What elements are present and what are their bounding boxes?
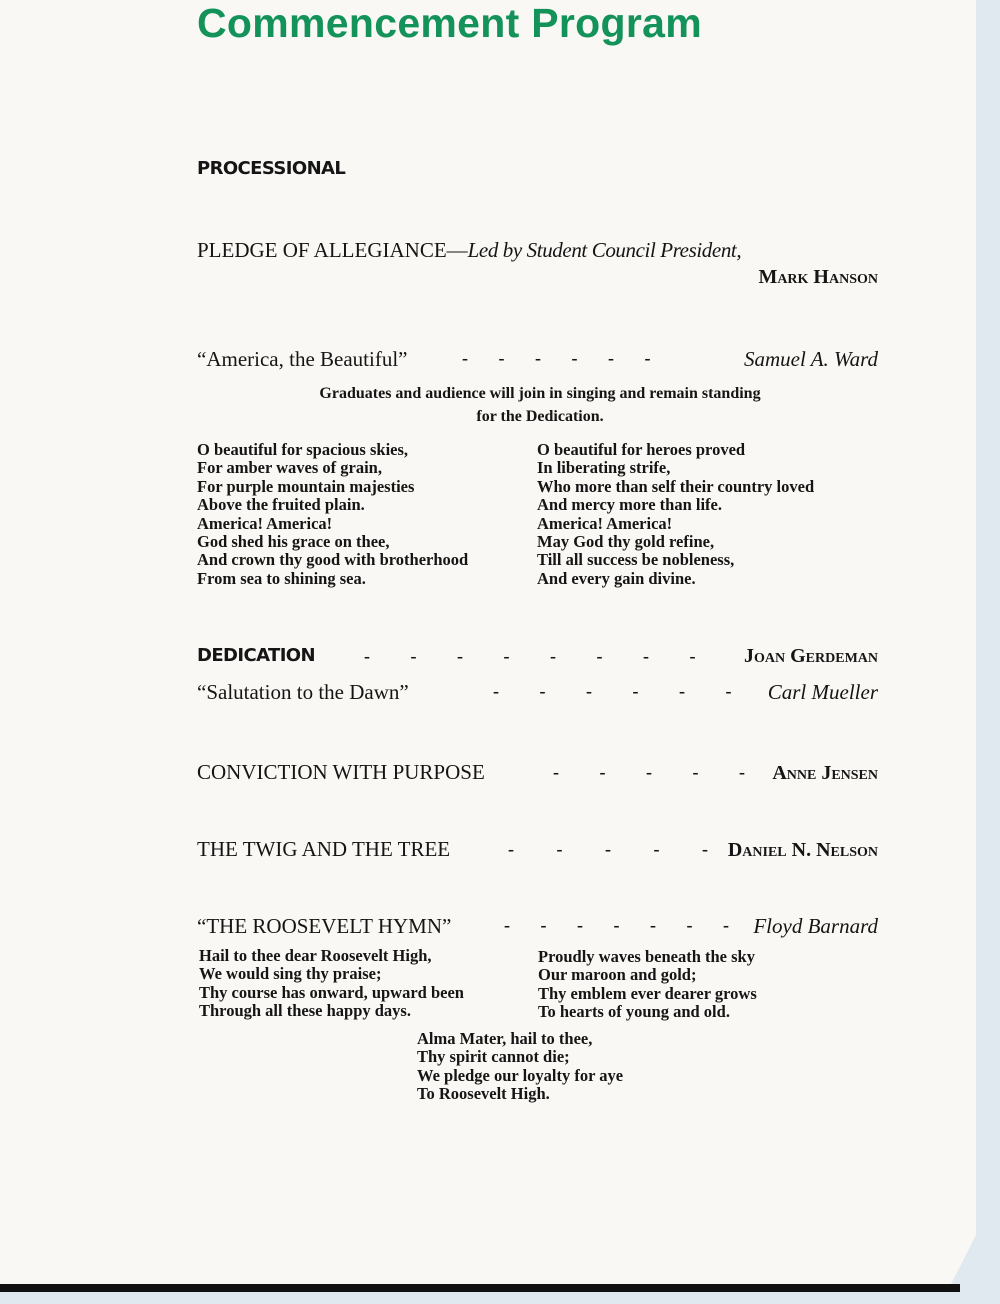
dedication-heading: DEDICATION bbox=[197, 645, 315, 666]
hymn-title: “THE ROOSEVELT HYMN” bbox=[197, 914, 452, 938]
verse-line: Hail to thee dear Roosevelt High, bbox=[199, 946, 432, 965]
hymn-chorus bbox=[417, 1030, 623, 1104]
america-composer: Samuel A. Ward bbox=[744, 347, 878, 371]
verse-line: Our maroon and gold; bbox=[538, 965, 697, 985]
verse-line: May God thy gold refine, bbox=[537, 532, 715, 552]
twig-leader: - - - - - bbox=[508, 839, 708, 859]
pledge-line bbox=[197, 238, 741, 263]
america-verse-1 bbox=[197, 441, 468, 588]
pledge-person: Mark Hanson bbox=[758, 266, 878, 288]
verse-line: O beautiful for heroes proved bbox=[537, 440, 746, 459]
conviction-person: Anne Jensen bbox=[772, 762, 878, 784]
hymn-leader: - - - - - - - bbox=[504, 915, 729, 935]
page-shadow bbox=[0, 1284, 960, 1292]
pledge-detail: Led by Student Council President, bbox=[467, 238, 742, 262]
verse-line: O beautiful for spacious skies, bbox=[197, 440, 409, 459]
conviction-heading: CONVICTION WITH PURPOSE bbox=[197, 760, 485, 784]
conviction-leader: - - - - - bbox=[553, 762, 745, 782]
verse-line: Above the fruited plain. bbox=[197, 495, 365, 515]
verse-line: From sea to shining sea. bbox=[197, 568, 366, 588]
processional-heading: PROCESSIONAL bbox=[197, 158, 346, 179]
america-note-2: for the Dedication. bbox=[476, 408, 604, 425]
salutation-leader: - - - - - - bbox=[493, 681, 732, 701]
verse-line: And mercy more than life. bbox=[537, 495, 722, 515]
verse-line: America! America! bbox=[197, 513, 333, 533]
verse-line: To hearts of young and old. bbox=[538, 1002, 730, 1022]
verse-line: For purple mountain majesties bbox=[197, 476, 415, 496]
verse-line: For amber waves of grain, bbox=[197, 458, 382, 478]
verse-line: We pledge our loyalty for aye bbox=[417, 1065, 624, 1085]
verse-line: America! America! bbox=[537, 513, 673, 533]
verse-line: To Roosevelt High. bbox=[417, 1084, 550, 1104]
america-title: “America, the Beautiful” bbox=[197, 347, 408, 371]
verse-line: Thy course has onward, upward been bbox=[199, 982, 464, 1002]
dedication-person: Joan Gerdeman bbox=[744, 645, 878, 667]
america-note-1: Graduates and audience will join in singing and remain standing bbox=[319, 385, 761, 402]
pledge-label: PLEDGE OF ALLEGIANCE— bbox=[197, 238, 468, 262]
verse-line: In liberating strife, bbox=[537, 458, 671, 478]
verse-line: Through all these happy days. bbox=[199, 1001, 411, 1021]
salutation-composer: Carl Mueller bbox=[767, 680, 878, 704]
hymn-verse-1 bbox=[199, 947, 464, 1021]
verse-line: Thy emblem ever dearer grows bbox=[538, 983, 757, 1003]
verse-line: Alma Mater, hail to thee, bbox=[417, 1029, 593, 1048]
verse-line: Till all success be nobleness, bbox=[537, 550, 735, 570]
hymn-verse-2 bbox=[538, 948, 757, 1022]
verse-line: Who more than self their country loved bbox=[537, 476, 815, 496]
verse-line: And every gain divine. bbox=[537, 568, 696, 588]
america-leader: - - - - - - bbox=[462, 348, 651, 368]
verse-line: And crown thy good with brotherhood bbox=[197, 550, 469, 570]
verse-line: God shed his grace on thee, bbox=[197, 532, 390, 552]
verse-line: We would sing thy praise; bbox=[199, 964, 382, 984]
hymn-composer: Floyd Barnard bbox=[753, 914, 878, 938]
america-verse-2 bbox=[537, 441, 814, 588]
dedication-leader: - - - - - - - - bbox=[364, 646, 696, 666]
verse-line: Thy spirit cannot die; bbox=[417, 1047, 570, 1067]
twig-person: Daniel N. Nelson bbox=[727, 839, 878, 861]
twig-heading: THE TWIG AND THE TREE bbox=[197, 837, 451, 861]
verse-line: Proudly waves beneath the sky bbox=[538, 947, 755, 966]
salutation-title: “Salutation to the Dawn” bbox=[197, 680, 409, 704]
page-title: Commencement Program bbox=[197, 0, 702, 46]
